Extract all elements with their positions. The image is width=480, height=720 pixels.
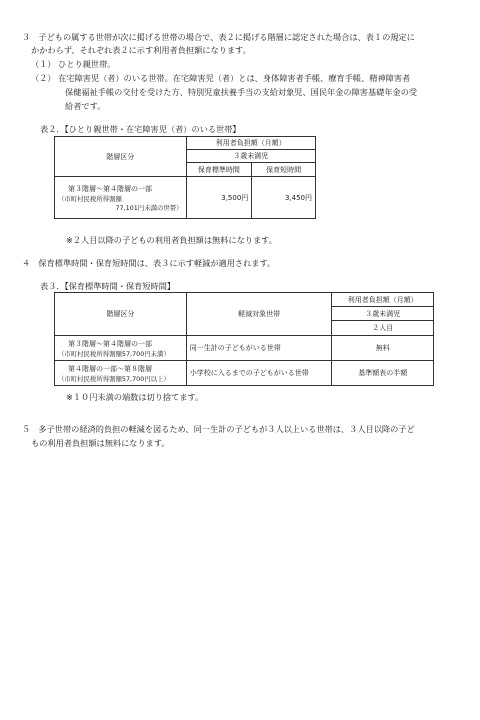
table3-header-class: 階層区分 bbox=[55, 293, 187, 336]
table3-header-age: ３歳未満児 bbox=[332, 307, 434, 321]
table3-row2-class bbox=[55, 361, 187, 386]
table2-header-age: ３歳未満児 bbox=[186, 150, 315, 163]
table3-row1-line2: （市町村民税所得割額57,700円未満） bbox=[58, 349, 170, 358]
section5-line1: ５ 多子世帯の経済的負担の軽減を図るため、同一生計の子どもが３人以上いる世帯は、３人目以降の子ど bbox=[22, 424, 415, 434]
section3-item2-line2: 保健福祉手帳の交付を受けた方、特別児童扶養手当の支給対象児、国民年金の障害基礎年金の受 bbox=[65, 87, 418, 97]
section3-line1: ３ 子どもの属する世帯が次に掲げる世帯の場合で、表２に掲げる階層に認定された場合は、表１の規定に bbox=[22, 32, 415, 42]
table2-note: ※２人目以降の子どもの利用者負担額は無料になります。 bbox=[66, 235, 277, 245]
table2-header-fee: 利用者負担額（月額） bbox=[186, 137, 315, 150]
table-row bbox=[55, 177, 316, 219]
table2 bbox=[54, 136, 316, 219]
table2-row-line1: 第３階層～第４階層の一部 bbox=[68, 184, 152, 193]
table3-row2-target: 小学校に入るまでの子どもがいる世帯 bbox=[186, 361, 332, 386]
table2-caption: 表２．【ひとり親世帯・在宅障害児（者）のいる世帯】 bbox=[40, 124, 241, 134]
table2-header-standard: 保育標準時間 bbox=[186, 163, 252, 177]
section3-item2-line1: （２） 在宅障害児（者）のいる世帯。在宅障害児（者）とは、身体障害者手帳、療育手帳、精神障害者 bbox=[31, 73, 411, 83]
table3-row1-target: 同一生計の子どもがいる世帯 bbox=[186, 336, 332, 361]
table3-row2-fee: 基準額表の半額 bbox=[332, 361, 434, 386]
table-row bbox=[55, 361, 434, 386]
table3-row1-class bbox=[55, 336, 187, 361]
table2-row-line3: 77,101円未満の世帯） bbox=[115, 203, 183, 212]
table3-header-target: 軽減対象世帯 bbox=[186, 293, 332, 336]
table2-header-short: 保育短時間 bbox=[252, 163, 316, 177]
section3-item2-line3: 給者です。 bbox=[65, 101, 106, 111]
table2-row-standard: 3,500円 bbox=[186, 177, 252, 219]
table2-header-class: 階層区分 bbox=[55, 137, 187, 177]
table2-row-short: 3,450円 bbox=[252, 177, 316, 219]
table3-header-child: ２人目 bbox=[332, 321, 434, 336]
table3 bbox=[54, 292, 434, 386]
table3-row2-line2: （市町村民税所得割額57,700円以上） bbox=[58, 374, 170, 383]
table3-header-fee: 利用者負担額（月額） bbox=[332, 293, 434, 307]
table2-row-class bbox=[55, 177, 187, 219]
table3-note: ※１０円未満の端数は切り捨てます。 bbox=[66, 392, 204, 402]
section3-line2: かかわらず、それぞれ表２に示す利用者負担額になります。 bbox=[31, 45, 251, 55]
table3-row1-line1: 第３階層～第４階層の一部 bbox=[68, 339, 152, 348]
table3-caption: 表３．【保育標準時間・保育短時間】 bbox=[40, 281, 176, 291]
section3-item1: （１） ひとり親世帯。 bbox=[31, 59, 116, 69]
section4-line1: ４ 保育標準時間・保育短時間は、表３に示す軽減が適用されます。 bbox=[22, 258, 276, 268]
table3-row2-line1: 第４階層の一部～第８階層 bbox=[68, 364, 152, 373]
table2-row-line2: （市町村民税所得割額 bbox=[58, 194, 122, 203]
table3-row1-fee: 無料 bbox=[332, 336, 434, 361]
section5-line2: もの利用者負担額は無料になります。 bbox=[31, 438, 170, 448]
table-row bbox=[55, 336, 434, 361]
